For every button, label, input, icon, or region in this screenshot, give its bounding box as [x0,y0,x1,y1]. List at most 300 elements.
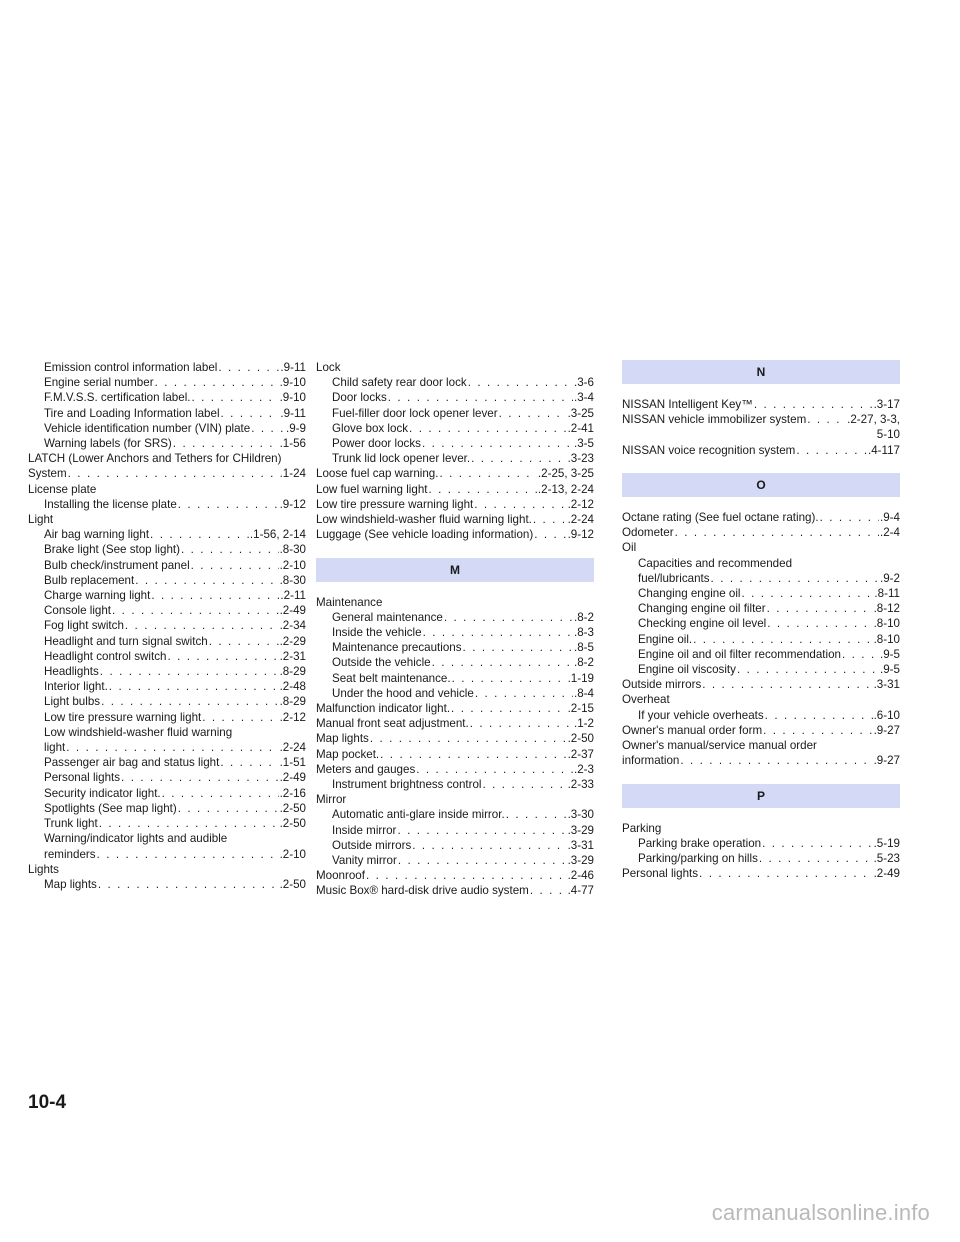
entry-page-ref: .3-31 [873,678,900,692]
section-header-m: M [316,558,594,582]
entry-page-ref: .8-10 [873,617,900,631]
entry-label: Under the hood and vehicle [332,686,474,700]
entry-label: Low windshield-washer fluid warning light. [316,513,532,527]
dot-leader [439,466,536,481]
entry-label: Music Box® hard-disk drive audio system [316,884,529,898]
index-subentry [622,632,900,647]
dot-leader [66,740,278,755]
dot-leader [366,868,567,883]
index-subentry [28,664,306,679]
entry-label: Inside the vehicle [332,626,422,640]
entry-page-ref: .9-11 [280,406,306,420]
entry-page-ref: .1-56, 2-14 [249,528,306,542]
dot-leader [754,397,873,412]
dot-leader [737,662,879,677]
index-entry [622,540,900,555]
dot-leader [680,753,872,768]
entry-page-ref: .9-10 [279,391,306,405]
entry-page-ref: .2-10 [279,847,306,861]
dot-leader [202,710,278,725]
index-subentry [28,573,306,588]
index-subentry [622,647,900,662]
dot-leader [191,558,279,573]
index-subentry [28,634,306,649]
entry-page-ref: .9-2 [880,571,900,585]
index-entry [316,701,594,716]
entry-label: Outside the vehicle [332,656,431,670]
entry-page-ref: .1-56 [279,437,306,451]
entry-page-ref: .2-4 [880,526,900,540]
dot-leader [470,716,573,731]
entry-label: Instrument brightness control [332,778,482,792]
dot-leader [474,497,566,512]
entry-label: Trunk lid lock opener lever. [332,452,471,466]
index-subentry [28,542,306,557]
dot-leader [429,482,537,497]
index-column-3 [622,360,900,881]
entry-label: Engine oil. [638,632,693,646]
dot-leader [534,527,566,542]
section-header-n: N [622,360,900,384]
entry-page-ref: .2-3 [574,762,594,776]
entry-page-ref: .2-11 [280,589,306,603]
entry-label: Fog light switch [44,619,124,633]
dot-leader [702,677,872,692]
entry-page-ref: .2-49 [279,771,306,785]
entry-label: Inside mirror [332,823,397,837]
entry-page-ref: .3-4 [574,391,594,405]
entry-page-ref: .2-15 [567,702,594,716]
index-subentry [28,694,306,709]
index-subentry [316,655,594,670]
index-subentry [316,807,594,822]
entry-label: Vehicle identification number (VIN) plate [44,421,251,435]
entry-label: Checking engine oil level [638,617,767,631]
index-subentry [316,406,594,421]
entry-label: Changing engine oil [638,587,741,601]
index-subentry [622,708,900,723]
dot-leader [220,755,278,770]
dot-leader [221,406,280,421]
dot-leader [820,510,879,525]
index-entry [622,753,900,768]
index-subentry [28,649,306,664]
index-subentry [316,838,594,853]
dot-leader [125,618,279,633]
index-subentry [316,375,594,390]
entry-page-ref: .3-17 [873,398,900,411]
index-subentry [316,610,594,625]
index-subentry [622,556,900,571]
entry-label: Overheat [622,693,670,707]
index-subentry [622,851,900,866]
entry-label: Child safety rear door lock [332,376,467,390]
entry-page-ref: .8-3 [574,626,594,640]
entry-page-ref: .2-34 [279,619,306,633]
entry-page-ref: .9-4 [880,511,900,524]
dot-leader [422,436,573,451]
entry-page-ref: .3-29 [567,823,594,837]
index-subentry [622,836,900,851]
entry-label: Bulb check/instrument panel [44,558,190,572]
dot-leader [468,375,573,390]
entry-label: Warning labels (for SRS) [44,437,172,451]
dot-leader [155,375,279,390]
entry-page-ref: .4-117 [867,443,900,457]
entry-label: Low tire pressure warning light [44,710,202,724]
index-subentry [28,390,306,405]
entry-label: Map pocket. [316,747,380,761]
dot-leader [68,466,279,481]
entry-page-ref: .3-31 [567,838,594,852]
index-subentry [28,725,306,740]
entry-page-ref: .2-24 [279,741,306,755]
index-subentry [28,406,306,421]
entry-label: Glove box lock [332,421,409,435]
index-subentry [28,679,306,694]
index-entry [28,862,306,877]
dot-leader [135,573,278,588]
section-header-p: P [622,784,900,808]
entry-label: Lock [316,361,341,374]
entry-page-ref: .8-10 [873,632,900,646]
entry-label: Light [28,513,54,527]
entry-label: Installing the license plate [44,497,177,511]
entry-label: Low fuel warning light [316,482,428,496]
entry-label: NISSAN vehicle immobilizer system [622,413,807,427]
entry-label: Interior light. [44,680,108,694]
index-subentry [316,451,594,466]
dot-leader [150,527,249,542]
entry-label: Parking [622,821,662,835]
dot-leader [181,542,279,557]
entry-label: Oil [622,541,637,555]
index-subentry [28,877,306,892]
dot-leader [767,601,873,616]
entry-label: License plate [28,482,97,496]
index-entry [316,360,594,375]
dot-leader [97,847,279,862]
dot-leader [463,640,573,655]
index-subentry [28,710,306,725]
entry-label: Headlights [44,665,99,679]
entry-label: LATCH (Lower Anchors and Tethers for CHildren) [28,452,282,466]
index-subentry [28,831,306,846]
dot-leader [767,616,872,631]
entry-label: Malfunction indicator light. [316,702,451,716]
index-entry-continuation [622,427,900,442]
entry-page-ref: .8-11 [874,587,900,601]
index-subentry [316,390,594,405]
index-entry [316,792,594,807]
index-subentry [622,662,900,677]
entry-page-ref: .3-6 [574,376,594,390]
entry-label: Lights [28,862,59,876]
entry-page-ref: .2-24 [567,513,594,527]
index-entry [316,868,594,883]
entry-page-ref: .3-25 [567,406,594,420]
dot-leader [530,883,567,898]
entry-page-ref: .2-48 [279,680,306,694]
entry-label: Meters and gauges [316,762,416,776]
dot-leader [765,708,873,723]
entry-label: Fuel-filler door lock opener lever [332,406,498,420]
index-subentry [316,625,594,640]
entry-label: Engine oil viscosity [638,663,736,677]
entry-page-ref: .2-16 [279,786,306,800]
spacer [316,542,594,557]
entry-label: Outside mirrors [332,838,412,852]
entry-label: Low windshield-washer fluid warning [44,725,233,739]
entry-page-ref: .2-12 [279,710,306,724]
entry-page-ref: .4-77 [567,884,594,898]
section-header-o: O [622,473,900,497]
index-subentry [28,786,306,801]
dot-leader [178,497,279,512]
dot-leader [807,412,846,427]
index-entry [316,883,594,898]
index-subentry [28,375,306,390]
index-subentry [28,497,306,512]
watermark: carmanualsonline.info [711,1200,930,1225]
entry-label: light [44,741,66,755]
entry-page-ref: .2-33 [567,778,594,792]
index-subentry [28,436,306,451]
index-entry [622,412,900,427]
entry-label: Console light [44,604,112,618]
dot-leader [218,360,279,375]
entry-label: Air bag warning light [44,528,150,542]
index-entry [28,451,306,466]
entry-label: If your vehicle overheats [638,708,764,722]
dot-leader [209,634,279,649]
entry-label: Security indicator light. [44,786,161,800]
index-column-2 [316,360,594,899]
entry-page-ref: .2-31 [279,649,306,663]
index-subentry [316,436,594,451]
entry-label: Owner's manual/service manual order [622,739,817,753]
entry-label: information [622,754,680,768]
entry-label: Outside mirrors [622,678,702,692]
entry-label: NISSAN voice recognition system [622,443,796,457]
entry-page-ref: .8-4 [574,686,594,700]
dot-leader [151,588,279,603]
entry-label: Door locks [332,391,387,405]
entry-label: Charge warning light [44,589,151,603]
entry-label: Emission control information label [44,361,218,374]
dot-leader [109,679,279,694]
entry-page-ref: .8-2 [574,656,594,670]
index-subentry [28,770,306,785]
dot-leader [100,664,279,679]
entry-page-ref: .2-50 [279,877,306,891]
index-subentry [28,527,306,542]
entry-label: General maintenance [332,610,443,624]
index-entry [316,527,594,542]
index-subentry [316,421,594,436]
index-subentry [28,421,306,436]
index-entry [622,866,900,881]
index-entry [316,595,594,610]
index-entry [622,692,900,707]
entry-label: Headlight control switch [44,649,167,663]
index-entry [316,731,594,746]
dot-leader [483,777,567,792]
dot-leader [711,571,879,586]
dot-leader [506,807,567,822]
entry-page-ref: .2-10 [279,558,306,572]
dot-leader [763,723,872,738]
dot-leader [192,390,279,405]
entry-page-ref: .2-50 [279,801,306,815]
entry-label: Engine oil and oil filter recommendation [638,647,842,661]
index-column-1 [28,360,306,892]
dot-leader [98,877,279,892]
index-subentry [316,777,594,792]
dot-leader [762,836,872,851]
entry-page-ref: .8-2 [574,610,594,624]
page-number: 10-4 [28,1092,67,1113]
dot-leader [451,701,567,716]
dot-leader [409,421,567,436]
entry-page-ref: .8-30 [279,543,306,557]
index-entry [622,443,900,458]
dot-leader [178,801,279,816]
entry-label: Owner's manual order form [622,723,763,737]
entry-page-ref: .2-27, 3-3, [847,413,900,427]
entry-page-ref: .8-5 [574,641,594,655]
dot-leader [162,786,279,801]
entry-label: Capacities and recommended [638,556,793,570]
entry-page-ref: .6-10 [873,708,900,722]
index-entry [28,466,306,481]
entry-label: Loose fuel cap warning. [316,467,439,481]
entry-label: Seat belt maintenance. [332,671,451,685]
entry-label: Manual front seat adjustment. [316,717,469,731]
entry-label: Mirror [316,793,347,807]
entry-label: Passenger air bag and status light [44,756,220,770]
entry-label: Automatic anti-glare inside mirror. [332,808,505,822]
index-entry [622,738,900,753]
entry-page-ref: .2-25, 3-25 [537,467,594,481]
dot-leader [251,421,285,436]
entry-page-ref: .1-24 [279,467,306,481]
index-subentry [622,601,900,616]
entry-label: Low tire pressure warning light [316,497,474,511]
index-entry [622,723,900,738]
entry-label: fuel/lubricants [638,571,710,585]
entry-label: Personal lights [622,867,699,881]
dot-leader [742,586,874,601]
dot-leader [432,655,573,670]
spacer [622,458,900,473]
entry-page-ref: .3-29 [567,854,594,868]
entry-page-ref: .2-12 [567,497,594,511]
index-entry [316,466,594,481]
dot-leader [759,851,873,866]
entry-page-ref: .8-30 [279,573,306,587]
index-subentry [28,816,306,831]
entry-label: Warning/indicator lights and audible [44,832,228,846]
entry-label: F.M.V.S.S. certification label. [44,391,191,405]
entry-label: Maintenance precautions [332,641,462,655]
entry-page-ref: .1-51 [279,756,306,770]
index-entry [316,497,594,512]
entry-page-ref: .9-9 [286,421,306,435]
entry-page-ref: .3-30 [567,808,594,822]
dot-leader [796,443,867,458]
index-subentry [316,671,594,686]
dot-leader [99,816,279,831]
entry-page-ref: .5-23 [873,852,900,866]
index-entry [622,525,900,540]
entry-page-ref: .2-50 [279,817,306,831]
dot-leader [173,436,279,451]
index-subentry [28,755,306,770]
dot-leader [533,512,567,527]
entry-page-ref: .2-49 [279,604,306,618]
entry-label: Trunk light [44,817,98,831]
entry-label: Brake light (See stop light) [44,543,180,557]
dot-leader [452,671,567,686]
index-entry [28,482,306,497]
index-subentry [28,801,306,816]
entry-page-ref: .1-2 [574,717,594,731]
index-subentry [316,853,594,868]
dot-leader [397,823,566,838]
dot-leader [101,694,278,709]
entry-page-ref: .2-50 [567,732,594,746]
entry-page-ref: .9-10 [279,376,306,390]
entry-page-ref: .9-27 [873,723,900,737]
index-subentry [316,686,594,701]
entry-label: Light bulbs [44,695,101,709]
entry-label: Luggage (See vehicle loading information) [316,528,534,542]
entry-label: Bulb replacement [44,573,135,587]
entry-page-ref: .8-29 [279,665,306,679]
index-entry [316,716,594,731]
entry-label: NISSAN Intelligent Key™ [622,398,753,411]
entry-label: Map lights [44,877,97,891]
entry-page-ref: .9-12 [279,497,306,511]
entry-label: Odometer [622,526,674,540]
entry-page-ref: .2-13, 2-24 [537,482,594,496]
entry-label: System [28,467,67,481]
entry-page-ref: .8-12 [873,602,900,616]
index-subentry [28,588,306,603]
dot-leader [398,853,567,868]
entry-page-ref: .2-46 [567,869,594,883]
dot-leader [412,838,566,853]
dot-leader [112,603,279,618]
entry-page-ref: 5-10 [876,428,900,442]
entry-page-ref: .8-29 [279,695,306,709]
index-subentry [28,360,306,375]
entry-page-ref: .9-5 [880,663,900,677]
entry-label: Maintenance [316,595,383,609]
entry-label: reminders [44,847,96,861]
index-subentry [622,586,900,601]
dot-leader [380,747,566,762]
entry-page-ref: .5-19 [873,836,900,850]
index-entry [622,677,900,692]
entry-page-ref: .9-5 [880,647,900,661]
dot-leader [388,390,573,405]
dot-leader [416,762,573,777]
index-entry [28,512,306,527]
entry-page-ref: .9-12 [567,528,594,542]
dot-leader [499,406,567,421]
